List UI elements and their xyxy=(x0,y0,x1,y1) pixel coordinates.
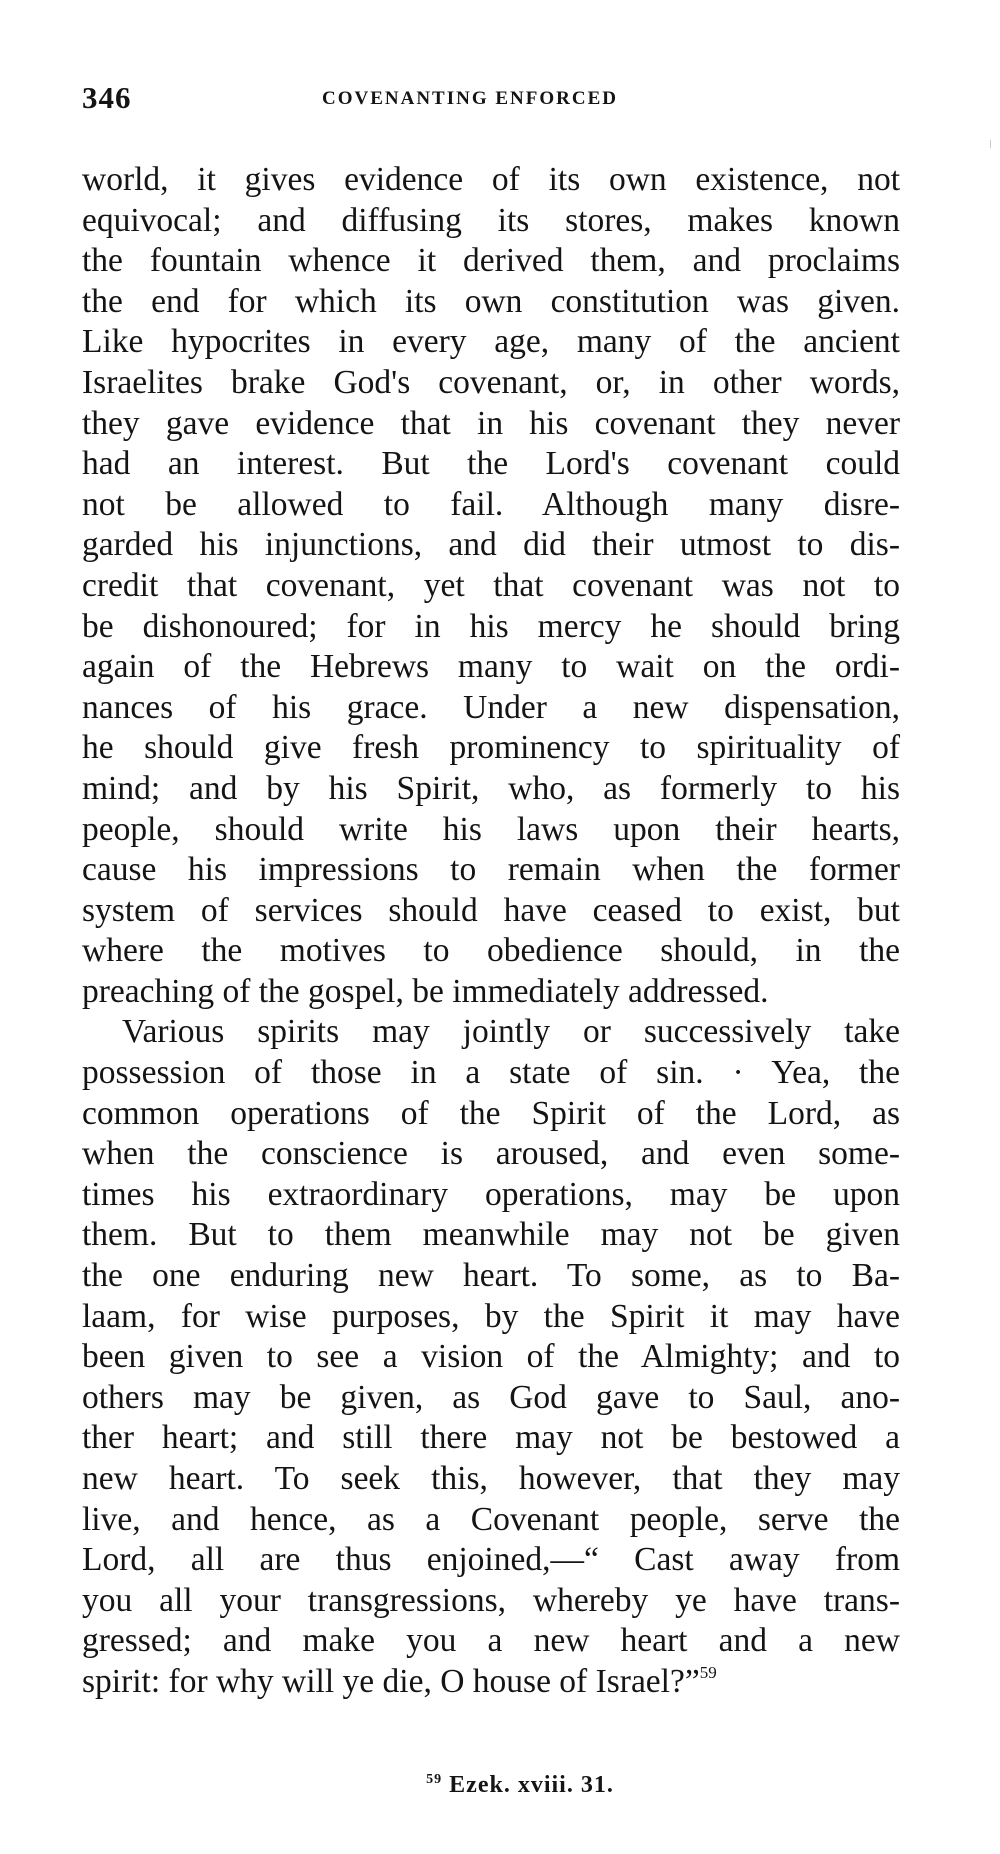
text-line: where the motives to obedience should, in the xyxy=(82,932,900,970)
text-line: Israelites brake God's covenant, or, in other words, xyxy=(82,363,900,401)
footnote-reference[interactable]: 59 xyxy=(699,1662,717,1682)
page-number: 346 xyxy=(82,80,132,115)
text-line: the end for which its own constitution was given. xyxy=(82,282,900,320)
text-line: preaching of the gospel, be immediately addressed. xyxy=(82,972,769,1010)
footnote xyxy=(20,1772,1000,1799)
text-line: been given to see a vision of the Almighty; and to xyxy=(82,1338,900,1376)
text-line: Various spirits may jointly or successively take xyxy=(122,1013,900,1051)
page-header xyxy=(82,80,902,124)
text-line: Like hypocrites in every age, many of the ancient xyxy=(82,323,900,361)
text-line: Lord, all are thus enjoined,—“ Cast away from xyxy=(82,1541,900,1579)
text-line: common operations of the Spirit of the Lord, as xyxy=(82,1094,900,1132)
text-line: cause his impressions to remain when the former xyxy=(82,851,900,889)
footnote-number: 59 xyxy=(426,1772,443,1787)
body-text xyxy=(82,160,900,1703)
text-line: you all your transgressions, whereby ye have trans- xyxy=(82,1581,900,1619)
text-line: had an interest. But the Lord's covenant could xyxy=(82,445,900,483)
text-line: be dishonoured; for in his mercy he should bring xyxy=(82,607,900,645)
text-line: the one enduring new heart. To some, as to Ba- xyxy=(82,1257,900,1295)
running-title: COVENANTING ENFORCED xyxy=(322,88,618,109)
text-line: equivocal; and diffusing its stores, makes known xyxy=(82,201,900,239)
text-line: world, it gives evidence of its own existence, not xyxy=(82,161,900,198)
text-line: mind; and by his Spirit, who, as formerly to his xyxy=(82,769,900,807)
text-line: he should give fresh prominency to spirituality of xyxy=(82,729,900,767)
text-line: people, should write his laws upon their hearts, xyxy=(82,810,900,848)
text-line-content: spirit: for why will ye die, O house of Israel?” xyxy=(82,1662,700,1700)
scan-mark xyxy=(990,140,991,148)
text-line: times his extraordinary operations, may be upon xyxy=(82,1175,900,1213)
text-line: when the conscience is aroused, and even some- xyxy=(82,1135,900,1173)
text-line: live, and hence, as a Covenant people, serve the xyxy=(82,1500,900,1538)
text-line: the fountain whence it derived them, and proclaims xyxy=(82,242,900,280)
text-line: laam, for wise purposes, by the Spirit it may have xyxy=(82,1297,900,1335)
text-line: others may be given, as God gave to Saul, ano- xyxy=(82,1378,900,1416)
text-line: credit that covenant, yet that covenant was not to xyxy=(82,566,900,604)
text-line: gressed; and make you a new heart and a new xyxy=(82,1622,900,1660)
text-line-final xyxy=(82,1662,900,1703)
text-line: new heart. To seek this, however, that they may xyxy=(82,1460,900,1497)
text-line: them. But to them meanwhile may not be given xyxy=(82,1216,900,1254)
text-line: possession of those in a state of sin. · Yea, the xyxy=(82,1054,900,1092)
text-line: not be allowed to fail. Although many disre- xyxy=(82,485,900,523)
footnote-text: Ezek. xviii. 31. xyxy=(449,1772,614,1798)
text-line: nances of his grace. Under a new dispensation, xyxy=(82,688,900,726)
text-line: they gave evidence that in his covenant they never xyxy=(82,404,900,442)
text-line: ther heart; and still there may not be bestowed a xyxy=(82,1419,900,1457)
text-line: garded his injunctions, and did their utmost to dis- xyxy=(82,526,900,564)
text-line: again of the Hebrews many to wait on the ordi- xyxy=(82,648,900,686)
text-line: system of services should have ceased to exist, but xyxy=(82,891,900,929)
